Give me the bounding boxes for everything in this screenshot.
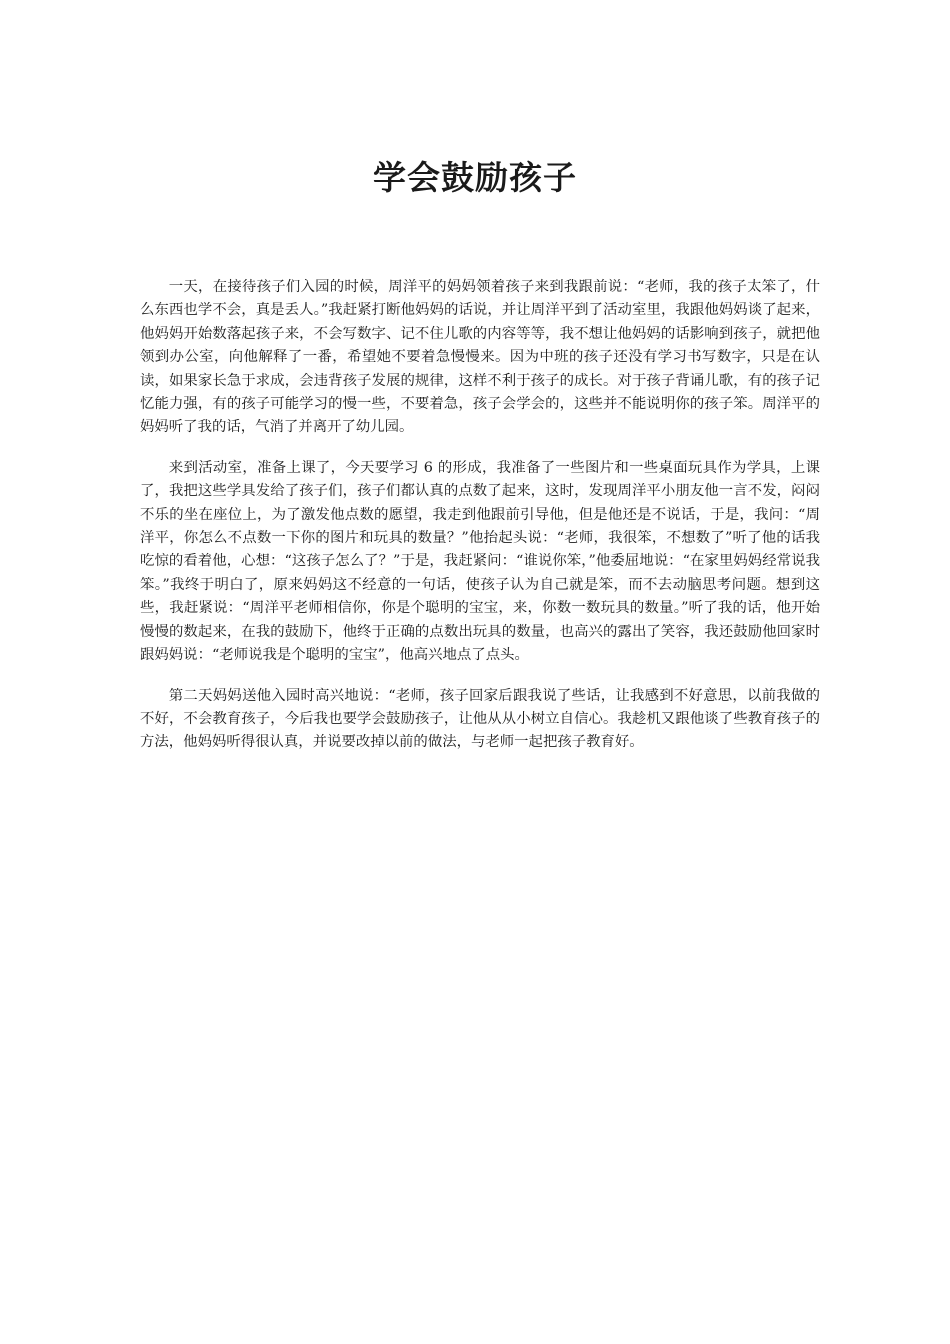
paragraph-2: 来到活动室，准备上课了，今天要学习 6 的形成，我准备了一些图片和一些桌面玩具作为学具，上课了，我把这些学具发给了孩子们，孩子们都认真的点数了起来，这时，发现周洋平小朋友他一言不发，闷闷不乐的坐在座位上，为了激发他点数的愿望，我走到他跟前引导他，但是他还是不说话，于是，我问：“周洋平，你怎么不点数一下你的图片和玩具的数量？”他抬起头说：“老师，我很笨，不想数了”听了他的话我吃惊的看着他，心想：“这孩子怎么了？”于是，我赶紧问：“谁说你笨，”他委屈地说：“在家里妈妈经常说我笨。”我终于明白了，原来妈妈这不经意的一句话，使孩子认为自己就是笨，而不去动脑思考问题。想到这些，我赶紧说：“周洋平老师相信你，你是个聪明的宝宝，来，你数一数玩具的数量。”听了我的话，他开始慢慢的数起来，在我的鼓励下，他终于正确的点数出玩具的数量，也高兴的露出了笑容，我还鼓励他回家时跟妈妈说：“老师说我是个聪明的宝宝”，他高兴地点了点头。 bbox=[140, 459, 820, 664]
document-body bbox=[140, 276, 820, 772]
document-title: 学会鼓励孩子 bbox=[373, 158, 577, 197]
paragraph-1: 一天，在接待孩子们入园的时候，周洋平的妈妈领着孩子来到我跟前说：“老师，我的孩子太笨了，什么东西也学不会，真是丢人。”我赶紧打断他妈妈的话说，并让周洋平到了活动室里，我跟他妈妈谈了起来，他妈妈开始数落起孩子来，不会写数字、记不住儿歌的内容等等，我不想让他妈妈的话影响到孩子，就把他领到办公室，向他解释了一番，希望她不要着急慢慢来。因为中班的孩子还没有学习书写数字，只是在认读，如果家长急于求成，会违背孩子发展的规律，这样不利于孩子的成长。对于孩子背诵儿歌，有的孩子记忆能力强，有的孩子可能学习的慢一些，不要着急，孩子会学会的，这些并不能说明你的孩子笨。周洋平的妈妈听了我的话，气消了并离开了幼儿园。 bbox=[140, 279, 820, 436]
paragraph-3: 第二天妈妈送他入园时高兴地说：“老师，孩子回家后跟我说了些话，让我感到不好意思，以前我做的不好，不会教育孩子，今后我也要学会鼓励孩子，让他从从小树立自信心。我趁机又跟他谈了些教育孩子的方法，他妈妈听得很认真，并说要改掉以前的做法，与老师一起把孩子教育好。 bbox=[140, 687, 820, 751]
